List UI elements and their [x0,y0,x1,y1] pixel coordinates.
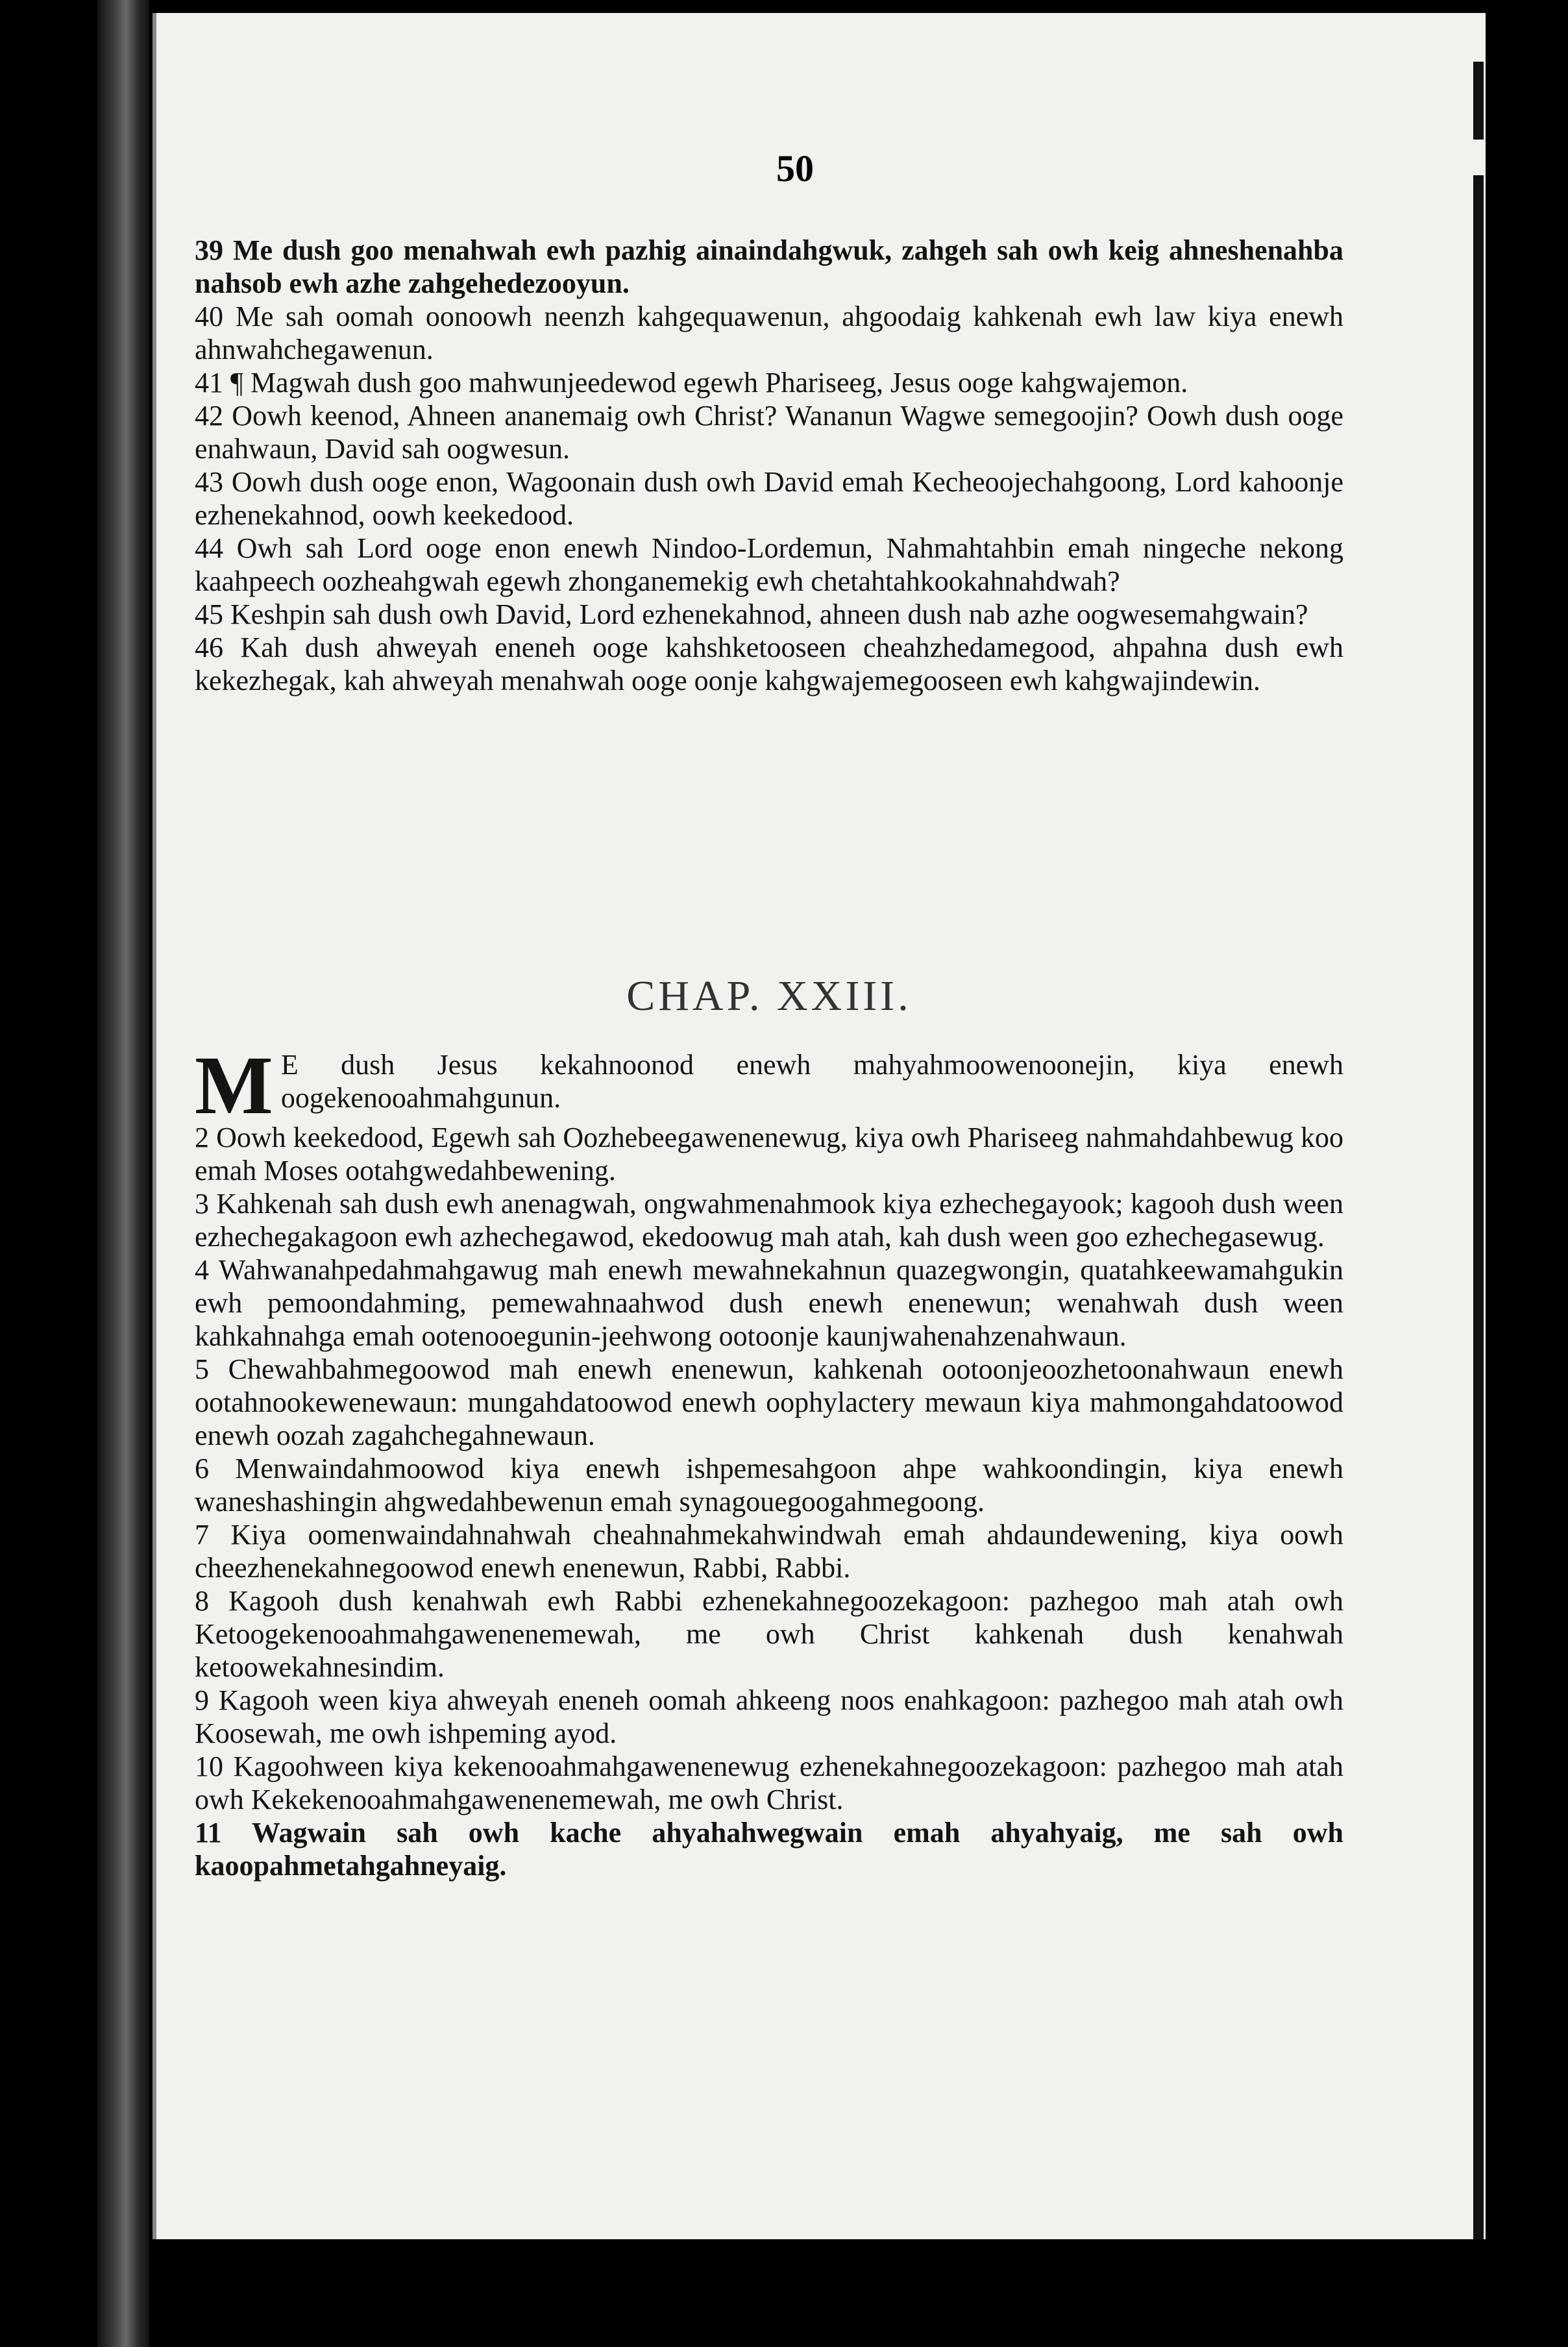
verse-46: 46 Kah dush ahweyah eneneh ooge kahshketooseen cheahzhedamegood, ahpahna dush ewh kekezhegak, kah ahweyah menahwah ooge oonje kahgwajemegooseen ewh kahgwajindewin. [195,632,1343,696]
right-edge-shadow-top [1473,62,1484,140]
verse-3: 3 Kahkenah sah dush ewh anenagwah, ongwahmenahmook kiya ezhechegayook; kagooh dush ween ezhechegakagoon ewh azhechegawod, ekedoowug mah atah, kah dush ween goo ezhechegasewug. [195,1188,1343,1253]
verse-1-text: E dush Jesus kekahnoonod enewh mahyahmoowenoonejin, kiya enewh oogekenooahmahgunun. [280,1049,1343,1114]
verse-5: 5 Chewahbahmegoowod mah enewh enenewun, kahkenah ootoonjeoozhetoonahwaun enewh ootahnookewenewaun: mungahdatoowod enewh oophylactery mewaun kiya mahmongahdatoowod enewh oozah zagahchegahnewaun. [195,1353,1343,1451]
verse-11: 11 Wagwain sah owh kache ahyahahwegwain emah ahyahyaig, me sah owh kaoopahmetahgahneyaig. [195,1817,1343,1882]
page-number: 50 [776,147,814,190]
verse-45: 45 Keshpin sah dush owh David, Lord ezhenekahnod, ahneen dush nab azhe oogwesemahgwain? [195,598,1308,630]
right-edge-shadow [1473,175,1484,2239]
verse-39: 39 Me dush goo menahwah ewh pazhig ainaindahgwuk, zahgeh sah owh keig ahneshenahba nahsob ewh azhe zahgehedezooyun. [195,234,1343,299]
chapter-heading: CHAP. XXIII. [626,972,912,1020]
verse-6: 6 Menwaindahmoowod kiya enewh ishpemesahgoon ahpe wahkoondingin, kiya enewh waneshashingin ahgwedahbewenun emah synagouegoogahmegoong. [195,1453,1343,1518]
verse-10: 10 Kagoohween kiya kekenooahmahgawenenewug ezhenekahnegoozekagoon: pazhegoo mah atah owh Kekekenooahmahgawenenemewah, me owh Christ. [195,1751,1343,1815]
drop-cap: M [195,1039,273,1131]
verse-2: 2 Oowh keekedood, Egewh sah Oozhebeegawenenewug, kiya owh Phariseeg nahmahdahbewug koo emah Moses ootahgwedahbewening. [195,1122,1343,1186]
verse-1 [195,1039,1343,1131]
chapter-section [195,922,1343,1882]
verse-4: 4 Wahwanahpedahmahgawug mah enewh mewahnekahnun quazegwongin, quatahkeewamahgukin ewh pemoondahming, pemewahnaahwod dush enewh enenewun; wenahwah dush ween kahkahnahga emah ootenooegunin-jeehwong ootoonje kaunjwahenahzenahwaun. [195,1254,1343,1352]
book-binding [97,0,149,2347]
verse-7: 7 Kiya oomenwaindahnahwah cheahnahmekahwindwah emah ahdaundewening, kiya oowh cheezhenekahnegoowod enewh enenewun, Rabbi, Rabbi. [195,1519,1343,1584]
verse-9: 9 Kagooh ween kiya ahweyah eneneh oomah ahkeeng noos enahkagoon: pazhegoo mah atah owh Koosewah, me owh ishpeming ayod. [195,1684,1343,1749]
verse-44: 44 Owh sah Lord ooge enon enewh Nindoo-Lordemun, Nahmahtahbin emah ningeche nekong kaahpeech oozheahgwah egewh zhonganemekig ewh chetahtahkookahnahdwah? [195,532,1343,597]
verses-top [195,234,1343,697]
verse-8: 8 Kagooh dush kenahwah ewh Rabbi ezhenekahnegoozekagoon: pazhegoo mah atah owh Ketoogekenooahmahgawenenemewah, me owh Christ kahkenah dush kenahwah ketoowekahnesindim. [195,1585,1343,1683]
verse-43: 43 Oowh dush ooge enon, Wagoonain dush owh David emah Kecheoojechahgoong, Lord kahoonje ezhenekahnod, oowh keekedood. [195,466,1343,531]
verse-40: 40 Me sah oomah oonoowh neenzh kahgequawenun, ahgoodaig kahkenah ewh law kiya enewh ahnwahchegawenun. [195,301,1343,365]
verse-41: 41 ¶ Magwah dush goo mahwunjeedewod egewh Phariseeg, Jesus ooge kahgwajemon. [195,367,1188,399]
verse-42: 42 Oowh keenod, Ahneen ananemaig owh Christ? Wananun Wagwe semegoojin? Oowh dush ooge enahwaun, David sah oogwesun. [195,400,1343,465]
